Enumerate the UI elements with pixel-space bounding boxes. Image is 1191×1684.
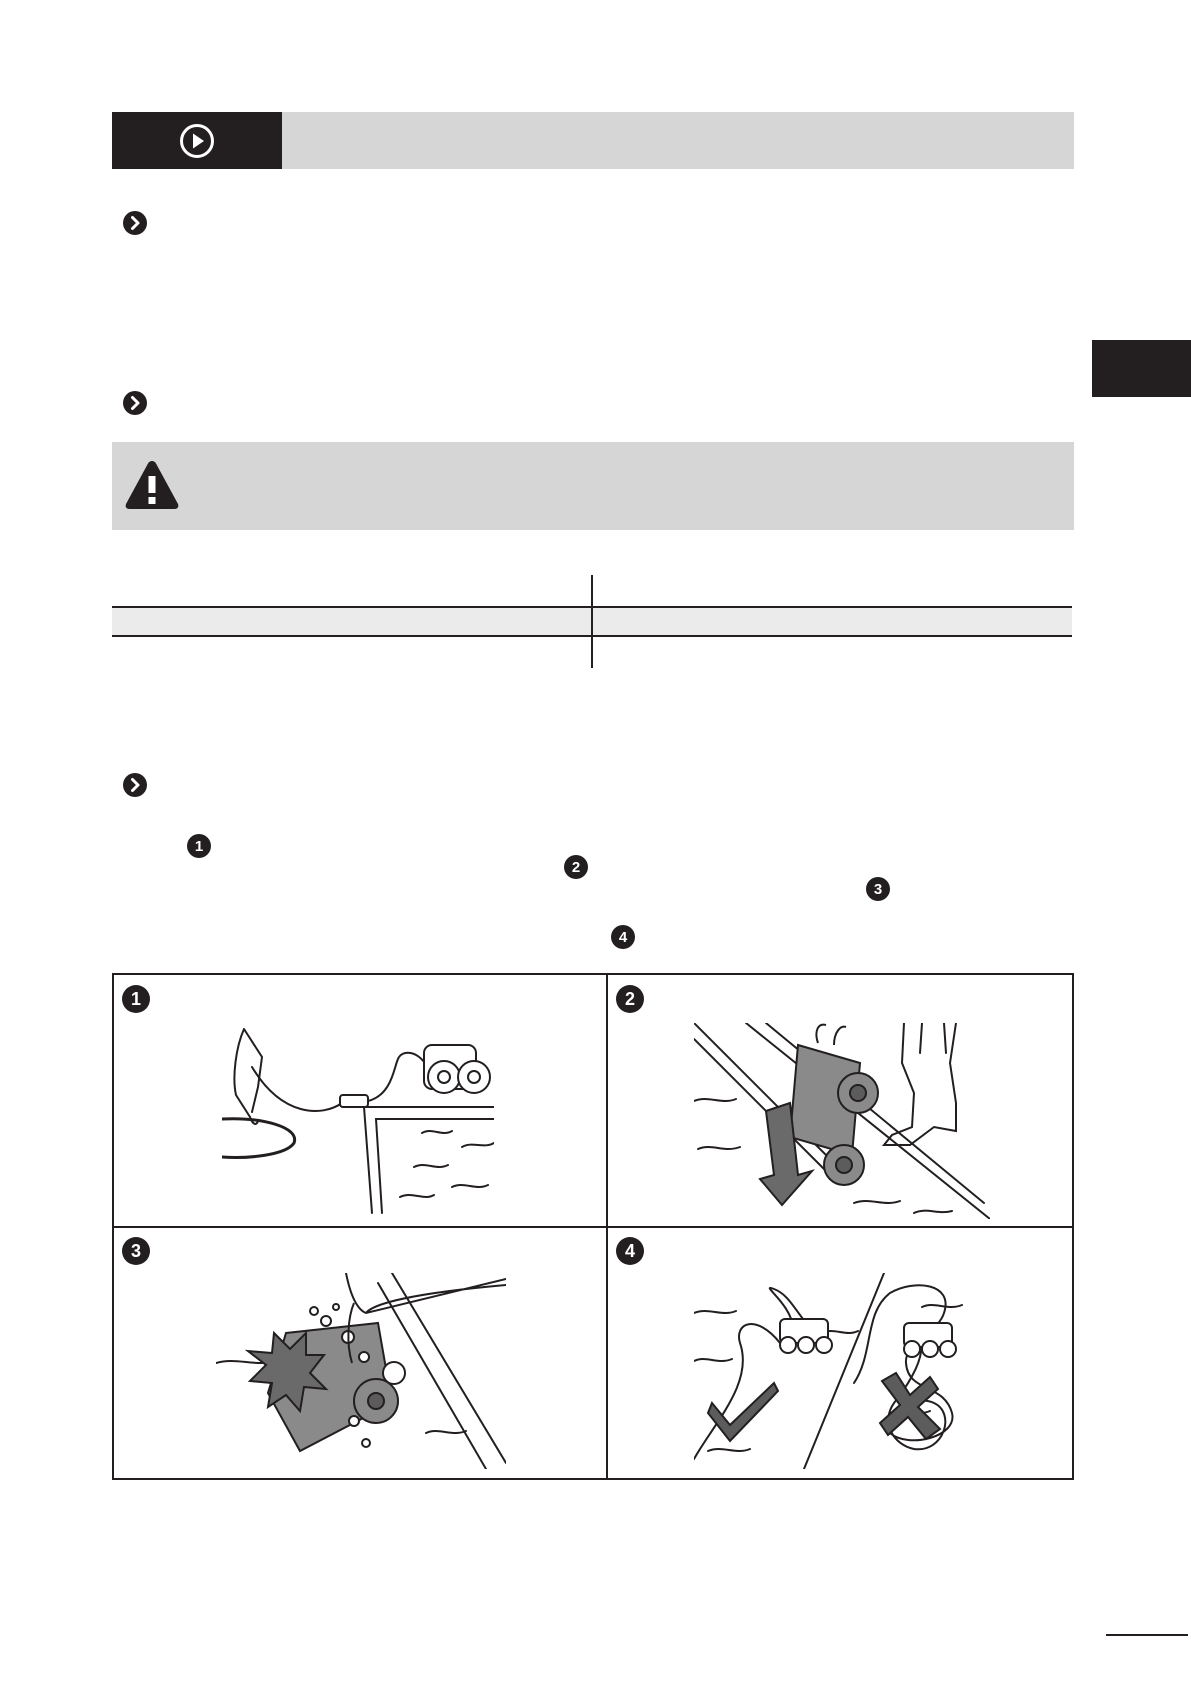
step-number: 1: [194, 838, 204, 855]
grid-divider-horizontal: [114, 1226, 1072, 1228]
step-number: 4: [618, 929, 628, 946]
chapter-side-tab: [1092, 340, 1191, 397]
panel-3-badge: [122, 1237, 150, 1265]
chevron-right-circle-icon: [123, 211, 147, 235]
step-1-badge: [187, 834, 211, 858]
panel-2-badge: [616, 985, 644, 1013]
panel-1-badge: [122, 985, 150, 1013]
warning-triangle-icon: [123, 458, 181, 512]
panel-4-badge: [616, 1237, 644, 1265]
step-3-badge: [866, 877, 890, 901]
play-circle-icon: [179, 123, 215, 159]
illustration-grid: [112, 973, 1074, 1480]
footer-rule: [1106, 1634, 1188, 1636]
panel-number: 1: [130, 989, 142, 1009]
robot-cable-connection-illustration: [222, 1027, 494, 1217]
step-4-badge: [611, 925, 635, 949]
chevron-right-circle-icon: [123, 391, 147, 415]
panel-number: 4: [624, 1241, 636, 1261]
table-column-divider: [591, 575, 593, 668]
warning-band: [112, 442, 1074, 530]
cable-untangled-vs-tangled-illustration: [694, 1273, 990, 1469]
step-number: 2: [571, 859, 581, 876]
step-2-badge: [564, 855, 588, 879]
robot-air-release-illustration: [216, 1273, 506, 1469]
step-number: 3: [873, 881, 883, 898]
robot-immersion-illustration: [694, 1023, 990, 1219]
panel-number: 2: [624, 989, 636, 1009]
spec-table: [112, 575, 1072, 668]
chevron-right-circle-icon: [123, 773, 147, 797]
panel-number: 3: [130, 1241, 142, 1261]
